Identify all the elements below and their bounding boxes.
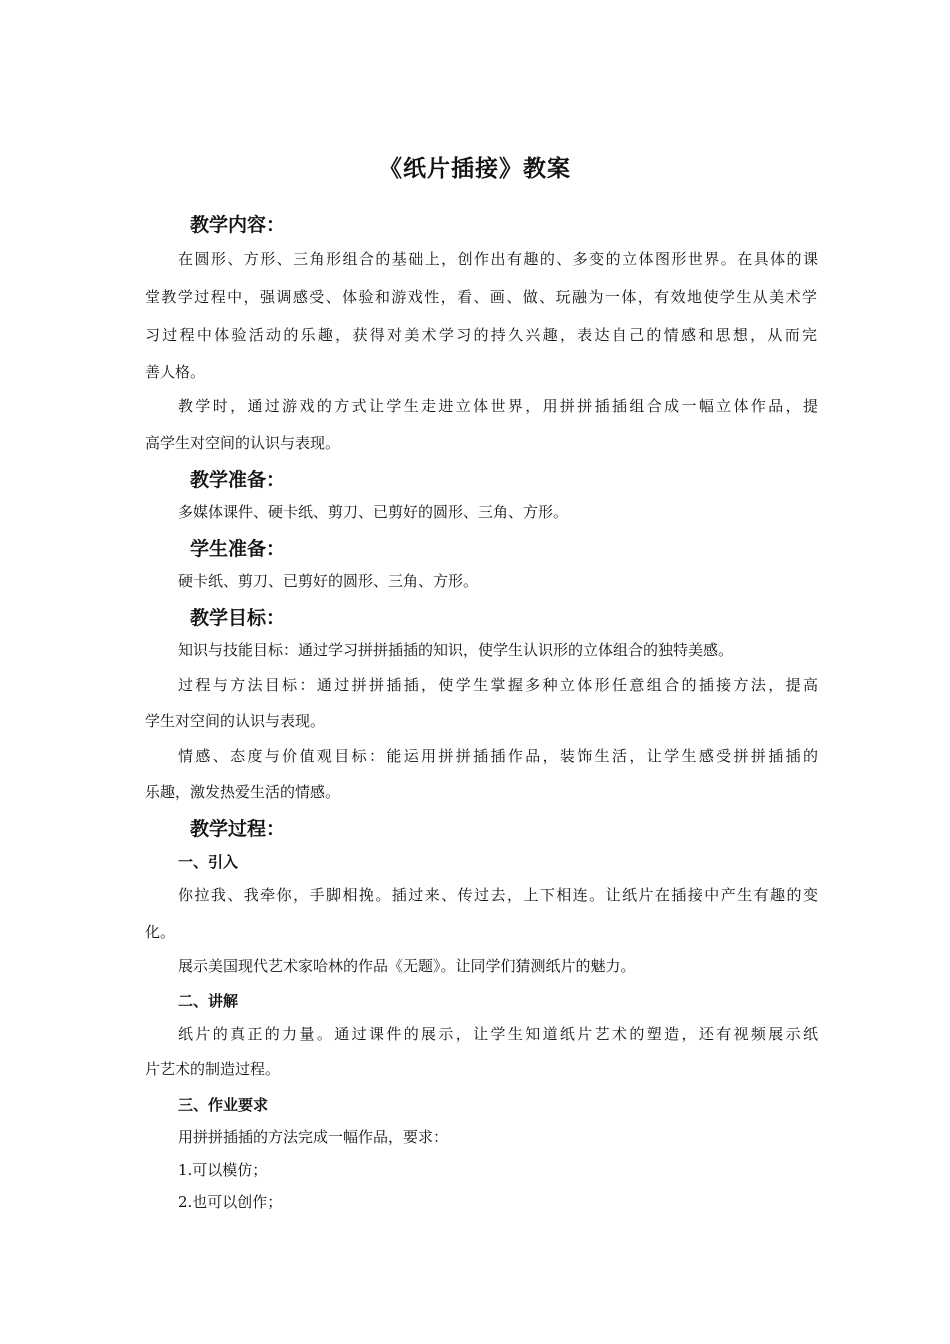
paragraph-line: 习过程中体验活动的乐趣，获得对美术学习的持久兴趣，表达自己的情感和思想，从而完	[145, 326, 817, 344]
paragraph-line: 你拉我、我牵你，手脚相挽。插过来、传过去，上下相连。让纸片在插接中产生有趣的变	[178, 886, 818, 904]
heading-teaching-prep: 教学准备：	[190, 469, 286, 491]
paragraph-line: 高学生对空间的认识与表现。	[145, 434, 341, 452]
paragraph-line: 过程与方法目标：通过拼拼插插，使学生掌握多种立体形任意组合的插接方法，提高	[178, 676, 818, 694]
paragraph-line: 堂教学过程中，强调感受、体验和游戏性，看、画、做、玩融为一体，有效地使学生从美术学	[145, 288, 817, 306]
paragraph-line: 学生对空间的认识与表现。	[145, 712, 326, 730]
paragraph-line: 情感、态度与价值观目标：能运用拼拼插插作品，装饰生活，让学生感受拼拼插插的	[178, 747, 818, 765]
paragraph-line: 乐趣，激发热爱生活的情感。	[145, 783, 341, 801]
paragraph-line: 在圆形、方形、三角形组合的基础上，创作出有趣的、多变的立体图形世界。在具体的课	[178, 250, 818, 268]
paragraph-line: 化。	[145, 923, 176, 941]
paragraph-line: 知识与技能目标：通过学习拼拼插插的知识，使学生认识形的立体组合的独特美感。	[178, 641, 734, 659]
paragraph-line: 片艺术的制造过程。	[145, 1060, 281, 1078]
heading-teaching-content: 教学内容：	[190, 214, 286, 236]
paragraph-line: 展示美国现代艺术家哈林的作品《无题》。让同学们猜测纸片的魅力。	[178, 957, 636, 975]
document-title: 《纸片插接》教案	[379, 155, 571, 182]
paragraph-line: 教学时，通过游戏的方式让学生走进立体世界，用拼拼插插组合成一幅立体作品，提	[178, 397, 818, 415]
paragraph-line: 用拼拼插插的方法完成一幅作品，要求：	[178, 1128, 449, 1146]
paragraph-line: 纸片的真正的力量。通过课件的展示，让学生知道纸片艺术的塑造，还有视频展示纸	[178, 1025, 818, 1043]
subheading-homework: 三、作业要求	[178, 1096, 269, 1114]
list-item: 2.也可以创作；	[178, 1193, 283, 1211]
heading-student-prep: 学生准备：	[190, 538, 286, 560]
subheading-explain: 二、讲解	[178, 992, 239, 1010]
paragraph-line: 硬卡纸、剪刀、已剪好的圆形、三角、方形。	[178, 572, 479, 590]
subheading-intro: 一、引入	[178, 853, 239, 871]
list-item: 1.可以模仿；	[178, 1161, 268, 1179]
heading-teaching-process: 教学过程：	[190, 818, 286, 840]
heading-teaching-goals: 教学目标：	[190, 607, 286, 629]
paragraph-line: 多媒体课件、硬卡纸、剪刀、已剪好的圆形、三角、方形。	[178, 503, 569, 521]
paragraph-line: 善人格。	[145, 363, 206, 381]
